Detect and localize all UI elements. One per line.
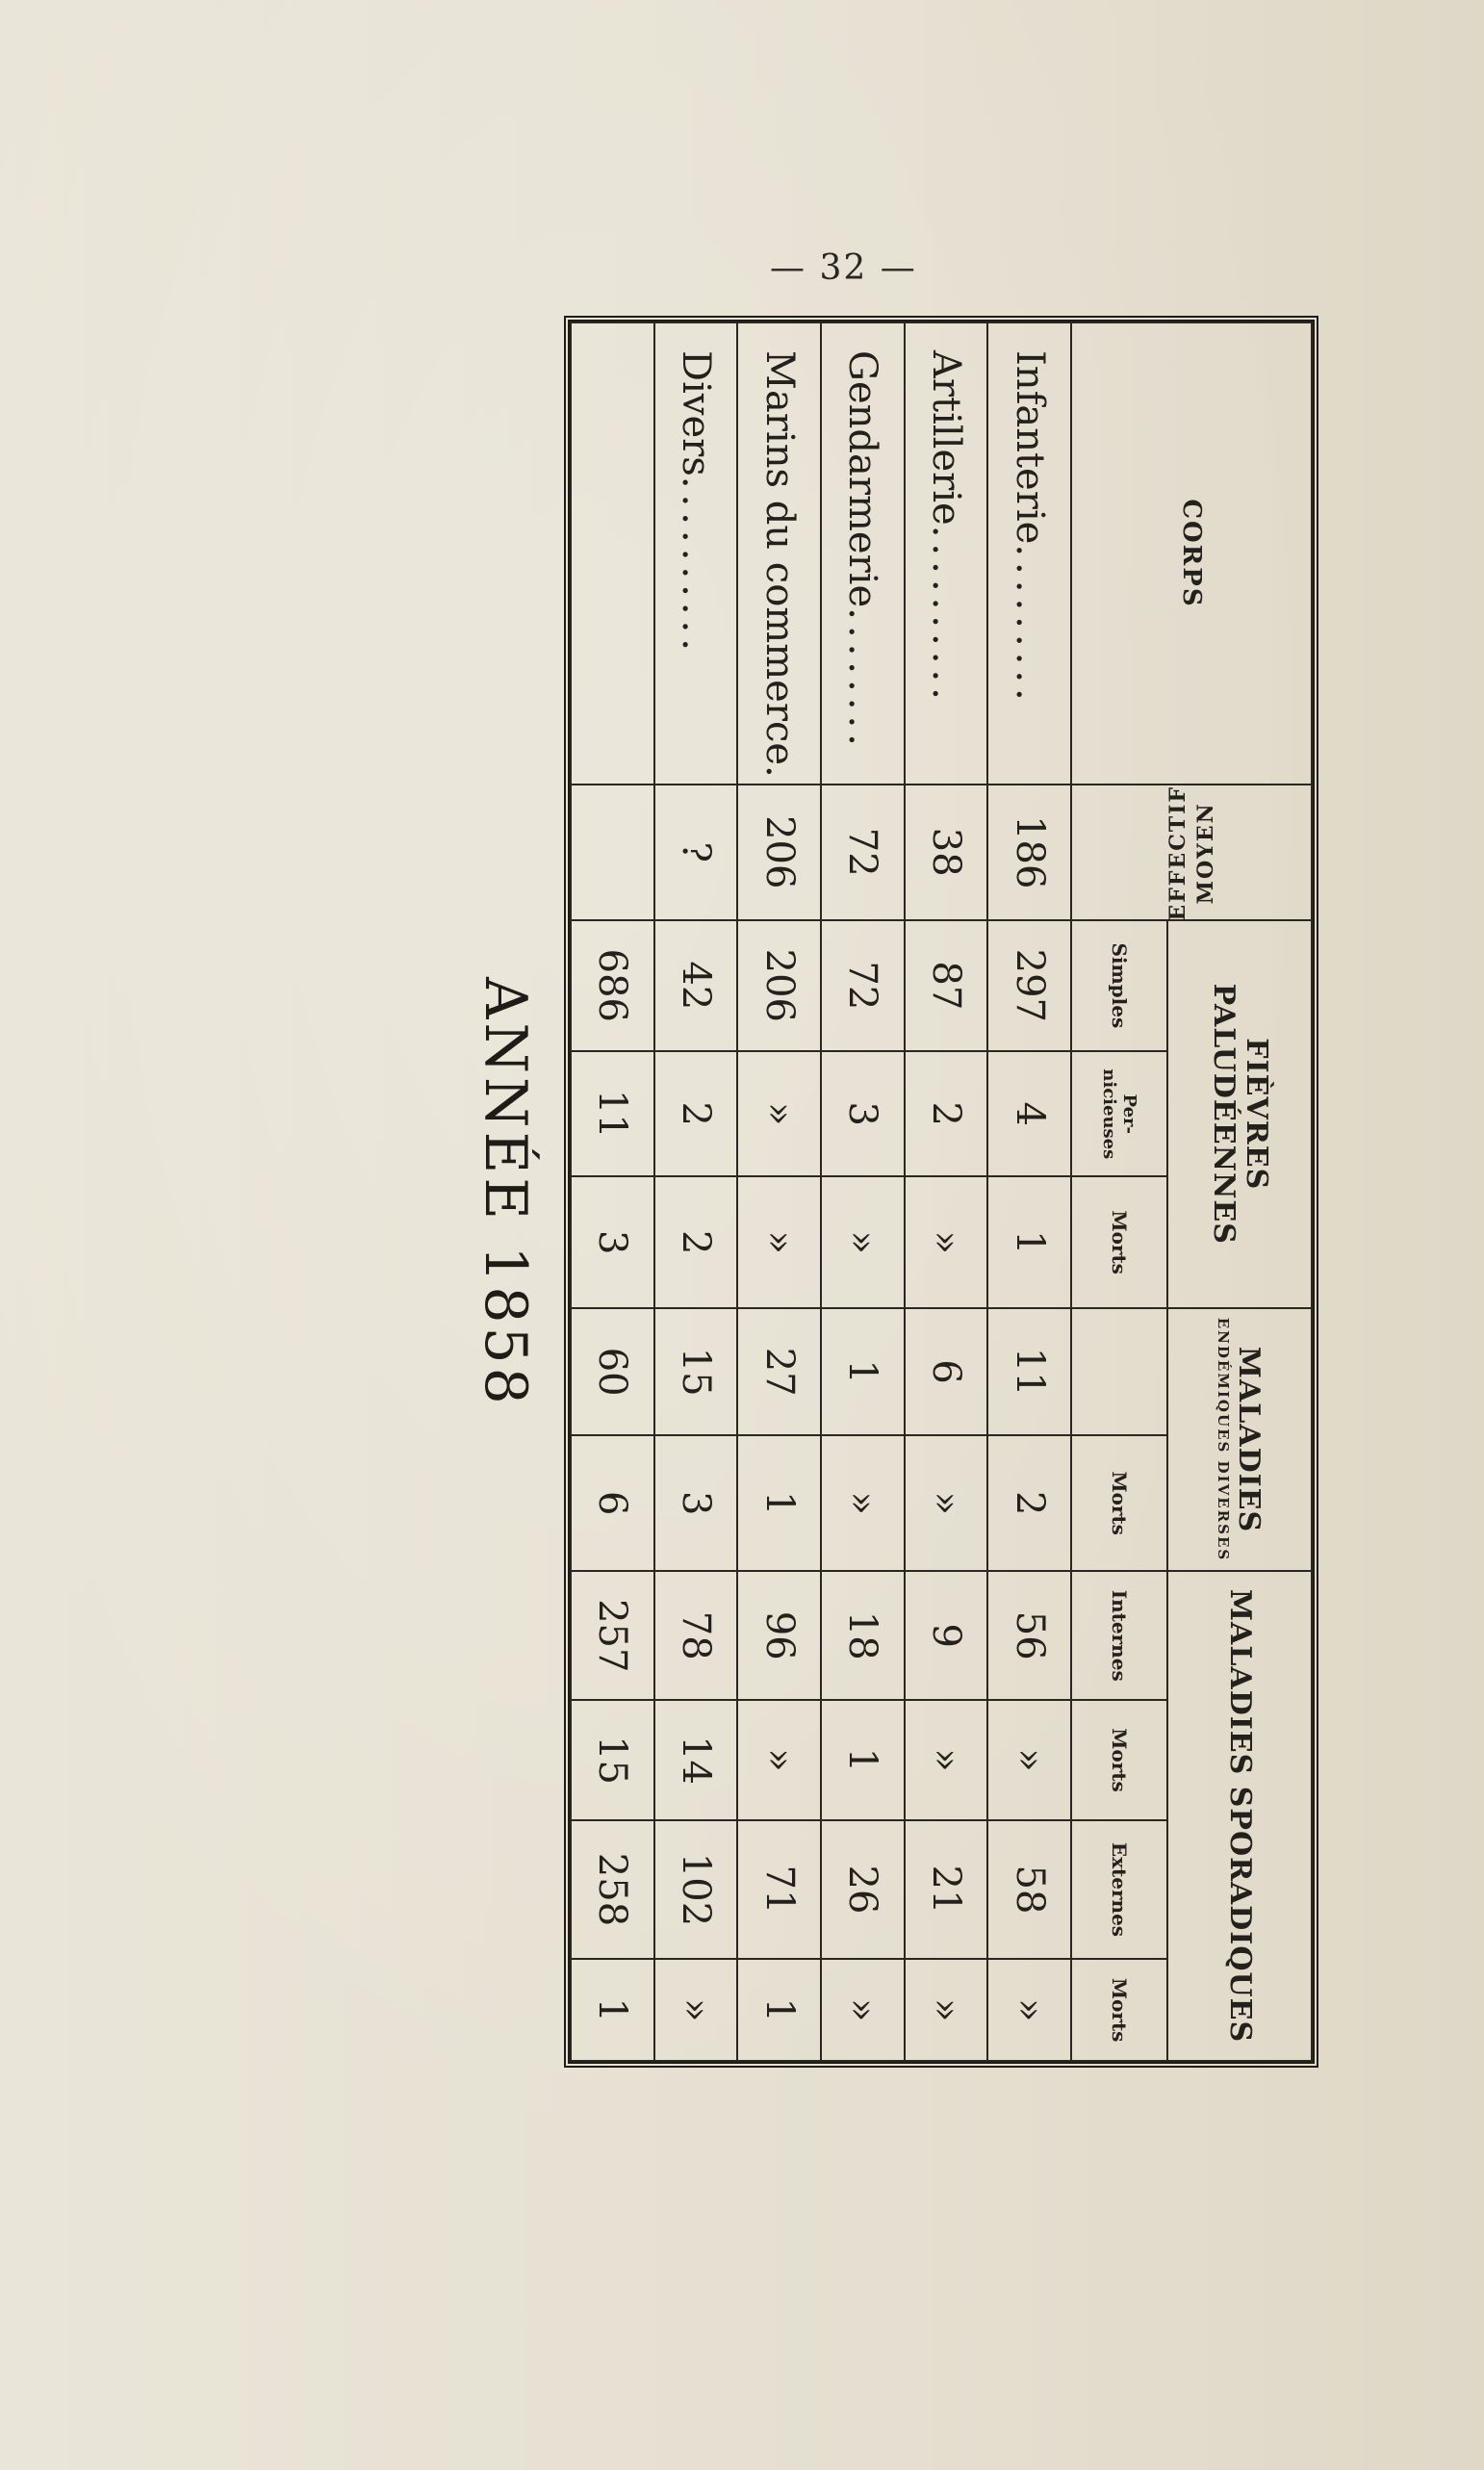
pernicieuses-cell: 4	[987, 1051, 1071, 1176]
pernicieuses-cell: »	[737, 1051, 821, 1176]
pernicieuses-cell: 2	[905, 1051, 988, 1176]
endemiques-cell: 27	[737, 1308, 821, 1435]
morts-fievres-cell: »	[821, 1176, 905, 1308]
morts-externes-total-cell: 1	[571, 1959, 654, 2061]
table-row	[905, 322, 988, 2061]
externes-total-cell: 258	[571, 1820, 654, 1960]
sporadiques-group-header: MALADIES SPORADIQUES	[1167, 1571, 1312, 2061]
effectif-cell	[571, 785, 654, 920]
corps-cell: Gendarmerie........	[821, 322, 905, 785]
endemiques-cell: 6	[905, 1308, 988, 1435]
endemiques-group-header: MALADIES ENDÉMIQUES DIVERSES	[1167, 1308, 1312, 1571]
morts-internes-cell: 14	[654, 1700, 738, 1819]
morts-endemiques-cell: 2	[987, 1435, 1071, 1571]
endemiques-total-cell: 60	[571, 1308, 654, 1435]
effectif-cell: 38	[905, 785, 988, 920]
statistics-table	[564, 316, 1318, 2068]
morts-internes-header: Morts	[1071, 1700, 1167, 1819]
morts-fievres-total-cell: 3	[571, 1176, 654, 1308]
morts-endemiques-total-cell: 6	[571, 1435, 654, 1571]
effectif-header	[1071, 785, 1312, 920]
table-row	[654, 322, 738, 2061]
table-row	[821, 322, 905, 2061]
effectif-header-text: EFFECTIF MOYEN	[1164, 785, 1217, 921]
effectif-cell: 186	[987, 785, 1071, 920]
page-number: — 32 —	[770, 248, 917, 288]
morts-externes-cell: »	[905, 1959, 988, 2061]
morts-fievres-cell: »	[737, 1176, 821, 1308]
morts-endemiques-cell: »	[905, 1435, 988, 1571]
externes-cell: 102	[654, 1820, 738, 1960]
pernicieuses-cell: 3	[821, 1051, 905, 1176]
rotated-table-block	[452, 316, 1318, 2070]
externes-cell: 71	[737, 1820, 821, 1960]
morts-endemiques-cell: »	[821, 1435, 905, 1571]
morts-endemiques-header: Morts	[1071, 1435, 1167, 1571]
morts-externes-cell: »	[821, 1959, 905, 2061]
pernicieuses-cell: 2	[654, 1051, 738, 1176]
endemiques-cell: 1	[821, 1308, 905, 1435]
morts-endemiques-cell: 3	[654, 1435, 738, 1571]
externes-cell: 58	[987, 1820, 1071, 1960]
internes-total-cell: 257	[571, 1571, 654, 1700]
corps-header: CORPS	[1071, 322, 1312, 785]
morts-internes-cell: »	[987, 1700, 1071, 1819]
morts-internes-cell: »	[905, 1700, 988, 1819]
corps-cell: Marins du commerce.	[737, 322, 821, 785]
simples-cell: 297	[987, 920, 1071, 1052]
morts-fievres-cell: 1	[987, 1176, 1071, 1308]
simples-cell: 42	[654, 920, 738, 1052]
table-row	[987, 322, 1071, 2061]
corps-cell: Artillerie..........	[905, 322, 988, 785]
effectif-cell: ?	[654, 785, 738, 920]
morts-internes-total-cell: 15	[571, 1700, 654, 1819]
simples-header: Simples	[1071, 920, 1167, 1052]
morts-fievres-cell: »	[905, 1176, 988, 1308]
morts-fievres-cell: 2	[654, 1176, 738, 1308]
morts-externes-cell: 1	[737, 1959, 821, 2061]
morts-externes-header: Morts	[1071, 1959, 1167, 2061]
pernicieuses-total-cell: 11	[571, 1051, 654, 1176]
morts-fievres-header: Morts	[1071, 1176, 1167, 1308]
simples-total-cell: 686	[571, 920, 654, 1052]
simples-cell: 87	[905, 920, 988, 1052]
internes-cell: 56	[987, 1571, 1071, 1700]
pernicieuses-header: Per- nicieuses	[1071, 1051, 1167, 1176]
endemiques-cases-header	[1071, 1308, 1167, 1435]
totals-row	[571, 322, 654, 2061]
internes-cell: 96	[737, 1571, 821, 1700]
externes-header: Externes	[1071, 1820, 1167, 1960]
internes-header: Internes	[1071, 1571, 1167, 1700]
morts-endemiques-cell: 1	[737, 1435, 821, 1571]
simples-cell: 72	[821, 920, 905, 1052]
morts-externes-cell: »	[987, 1959, 1071, 2061]
corps-cell	[571, 322, 654, 785]
externes-cell: 21	[905, 1820, 988, 1960]
corps-cell: Divers..........	[654, 322, 738, 785]
morts-internes-cell: »	[737, 1700, 821, 1819]
statistics-grid	[570, 322, 1313, 2062]
internes-cell: 18	[821, 1571, 905, 1700]
externes-cell: 26	[821, 1820, 905, 1960]
internes-cell: 9	[905, 1571, 988, 1700]
morts-internes-cell: 1	[821, 1700, 905, 1819]
endemiques-cell: 11	[987, 1308, 1071, 1435]
morts-externes-cell: »	[654, 1959, 738, 2061]
effectif-cell: 206	[737, 785, 821, 920]
fievres-group-header: FIÈVRES PALUDÉENNES	[1167, 920, 1312, 1308]
effectif-cell: 72	[821, 785, 905, 920]
internes-cell: 78	[654, 1571, 738, 1700]
table-title: ANNÉE 1858	[472, 977, 539, 1408]
corps-cell: Infanterie.........	[987, 322, 1071, 785]
table-row	[737, 322, 821, 2061]
endemiques-cell: 15	[654, 1308, 738, 1435]
simples-cell: 206	[737, 920, 821, 1052]
